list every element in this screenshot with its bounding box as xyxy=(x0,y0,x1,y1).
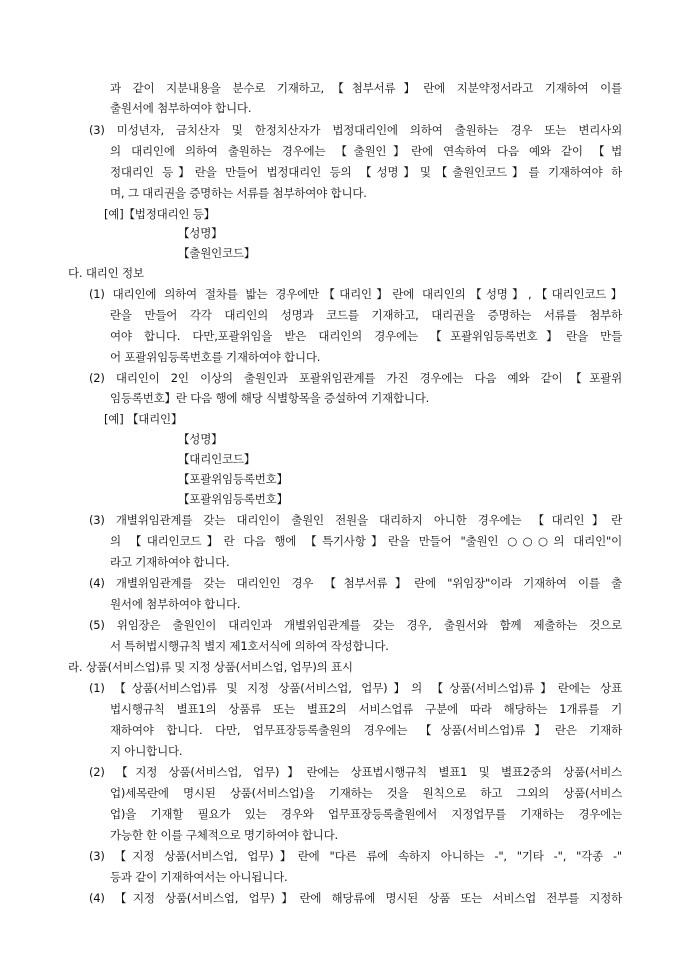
text-line: 법시행규칙 별표1의 상품류 또는 별표2의 서비스업류 구분에 따라 해당하는 1개류를 기 xyxy=(110,702,622,716)
text-line: 임등록번호】란 다음 행에 해당 식별항목을 증설하여 기재합니다. xyxy=(110,391,430,405)
text-line: 업)세목란에 명시된 상품(서비스업)을 기재하는 것을 원칙으로 하고 그외의 상품(서비스 xyxy=(110,786,622,800)
section-heading: 라. 상품(서비스업)류 및 지정 상품(서비스업, 업무)의 표시 xyxy=(68,660,353,674)
example-item: 【대리인코드】 xyxy=(178,452,256,466)
example-label: [예] 【대리인】 xyxy=(104,412,183,426)
text-line: 어 포괄위임등록번호를 기재하여야 합니다. xyxy=(110,350,321,364)
example-item: 【포괄위임등록번호】 xyxy=(178,472,288,486)
text-line: (4) 【지정 상품(서비스업, 업무)】란에 해당류에 명시된 상품 또는 서비스업 전부를 지정하 xyxy=(89,891,622,905)
example-item: 【성명】 xyxy=(178,226,223,240)
example-label: [예]【법정대리인 등】 xyxy=(104,207,215,221)
text-line: (1) 대리인에 의하여 절차를 밟는 경우에만【대리인】란에 대리인의【성명】,【대리인코드】 xyxy=(89,287,622,301)
text-line: 의 대리인에 의하여 출원하는 경우에는 【출원인】란에 연속하여 다음 예와 같이 【법 xyxy=(110,144,622,158)
text-line: (3) 미성년자, 금치산자 및 한정치산자가 법정대리인에 의하여 출원하는 경우 또는 변리사외 xyxy=(89,123,622,137)
text-line: 정대리인 등】란을 만들어 법정대리인 등의 【성명】및【출원인코드】를 기재하여야 하 xyxy=(110,165,622,179)
text-line: (5) 위임장은 출원인이 대리인과 개별위임관계를 갖는 경우, 출원서와 함께 제출하는 것으로 xyxy=(89,618,622,632)
text-line: 며, 그 대리권을 증명하는 서류를 첨부하여야 합니다. xyxy=(110,186,367,200)
example-item: 【출원인코드】 xyxy=(178,246,256,260)
text-line: 가능한 한 이를 구체적으로 명기하여야 합니다. xyxy=(110,828,339,842)
text-line: (2) 【지정 상품(서비스업, 업무)】란에는 상표법시행규칙 별표1 및 별표2중의 상품(서비스 xyxy=(89,765,622,779)
section-heading: 다. 대리인 정보 xyxy=(68,266,144,280)
text-line: 지 아니합니다. xyxy=(110,744,183,758)
text-line: 의 【대리인코드】란 다음 행에 【특기사항】란을 만들어 "출원인 ○○○의 대리인"이 xyxy=(110,534,622,548)
text-line: 란을 만들어 각각 대리인의 성명과 코드를 기재하고, 대리권을 증명하는 서류를 첨부하 xyxy=(110,308,622,322)
text-line: 과 같이 지분내용을 분수로 기재하고,【첨부서류】란에 지분약정서라고 기재하여 이를 xyxy=(110,81,622,95)
example-item: 【성명】 xyxy=(178,432,223,446)
text-line: 등과 같이 기재하여서는 아니됩니다. xyxy=(110,870,288,884)
example-item: 【포괄위임등록번호】 xyxy=(178,492,288,506)
text-line: 출원서에 첨부하여야 합니다. xyxy=(110,101,252,115)
text-line: 라고 기재하여야 합니다. xyxy=(110,555,230,569)
text-line: (2) 대리인이 2인 이상의 출원인과 포괄위임관계를 가진 경우에는 다음 예와 같이【포괄위 xyxy=(89,371,622,385)
text-line: (4) 개별위임관계를 갖는 대리인인 경우 【첨부서류】란에 "위임장"이라 기재하여 이를 출 xyxy=(89,576,622,590)
text-line: (1) 【상품(서비스업)류 및 지정 상품(서비스업, 업무)】의 【상품(서비스업)류】란에는 상표 xyxy=(89,681,622,695)
text-line: (3) 개별위임관계를 갖는 대리인이 출원인 전원을 대리하지 아니한 경우에는 【대리인】란 xyxy=(89,513,622,527)
text-line: 업)을 기재할 필요가 있는 경우와 업무표장등록출원에서 지정업무를 기재하는 경우에는 xyxy=(110,807,622,821)
text-line: (3) 【지정 상품(서비스업, 업무)】란에 "다른 류에 속하지 아니하는 -", "기타 -", "각종 -" xyxy=(89,849,622,863)
text-line: 여야 합니다. 다만,포괄위임을 받은 대리인의 경우에는 【포괄위임등록번호】란을 만들 xyxy=(110,329,622,343)
text-line: 원서에 첨부하여야 합니다. xyxy=(110,597,241,611)
text-line: 서 특허법시행규칙 별지 제1호서식에 의하여 작성합니다. xyxy=(110,639,389,653)
text-line: 재하여야 합니다. 다만, 업무표장등록출원의 경우에는 【상품(서비스업)류】란은 기재하 xyxy=(110,723,622,737)
